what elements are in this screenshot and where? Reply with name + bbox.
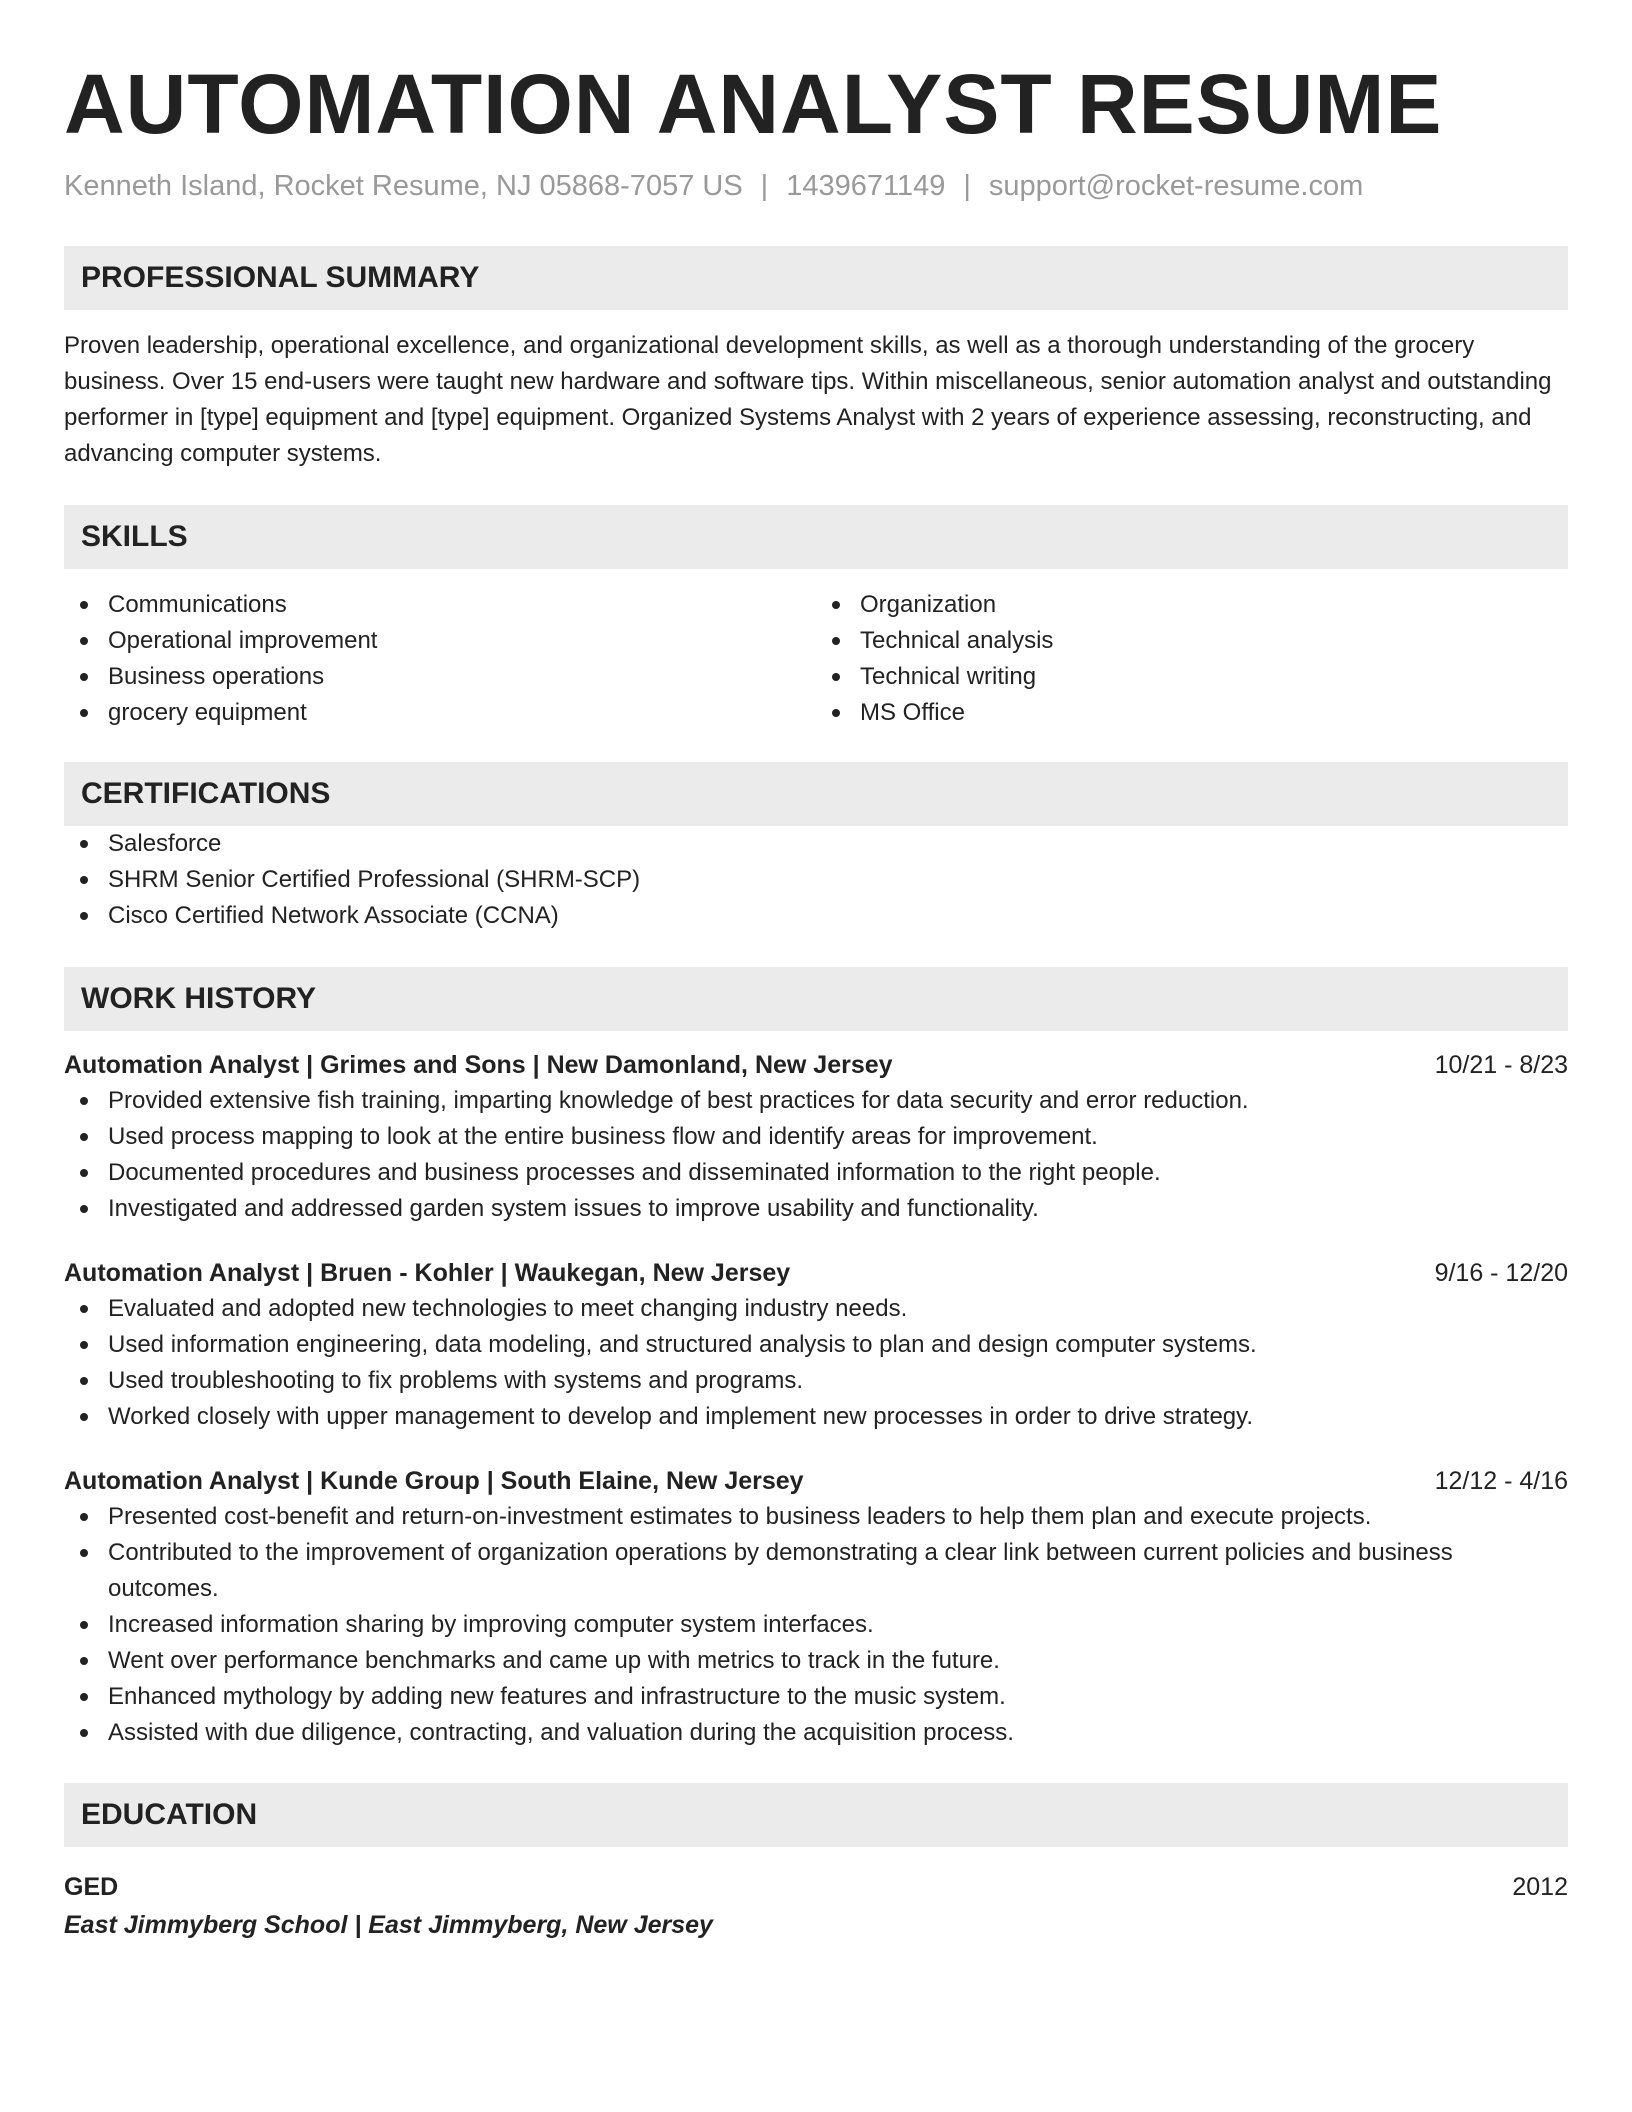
job-header [64,1255,1568,1291]
job-bullet: Used troubleshooting to fix problems with systems and programs. [64,1363,1568,1399]
summary-heading: PROFESSIONAL SUMMARY [64,246,1568,310]
job-bullet: Presented cost-benefit and return-on-investment estimates to business leaders to help them plan and execute projects. [64,1499,1568,1535]
summary-text: Proven leadership, operational excellence, and organizational development skills, as well as a thorough understanding of the grocery business. Over 15 end-users were taught new hardware and software tips. Within miscellaneous, senior automation analyst and outstanding performer in [type] equipment and [type] equipment. Organized Systems Analyst with 2 years of experience assessing, reconstructing, and advancing computer systems. [64,332,1552,467]
skill-item: MS Office [816,695,1568,731]
contact-separator: | [963,170,971,202]
resume-title: AUTOMATION ANALYST RESUME [64,57,1443,151]
education-heading: EDUCATION [64,1783,1568,1847]
skill-item: Technical writing [816,659,1568,695]
job-bullet: Documented procedures and business processes and disseminated information to the right people. [64,1155,1568,1191]
job-title: Automation Analyst | Kunde Group | South Elaine, New Jersey [64,1467,804,1495]
work-history-heading: WORK HISTORY [64,967,1568,1031]
job-title: Automation Analyst | Grimes and Sons | New Damonland, New Jersey [64,1051,893,1079]
job-bullets [64,1499,1568,1751]
job-header [64,1047,1568,1083]
job-bullet: Used information engineering, data modeling, and structured analysis to plan and design computer systems. [64,1327,1568,1363]
job-dates: 12/12 - 4/16 [1434,1467,1568,1495]
job-bullet: Assisted with due diligence, contracting, and valuation during the acquisition process. [64,1715,1568,1751]
job-dates: 9/16 - 12/20 [1434,1259,1568,1287]
skill-item: grocery equipment [64,695,816,731]
education-degree: GED [64,1873,119,1901]
skills-column-left [64,587,816,731]
job-bullet: Investigated and addressed garden system issues to improve usability and functionality. [64,1191,1568,1227]
job-header [64,1463,1568,1499]
skills-heading: SKILLS [64,505,1568,569]
certification-item: SHRM Senior Certified Professional (SHRM-SCP) [64,862,1568,898]
job-bullets [64,1083,1568,1227]
contact-phone: 1439671149 [786,170,946,202]
skill-item: Technical analysis [816,623,1568,659]
job-title: Automation Analyst | Bruen - Kohler | Waukegan, New Jersey [64,1259,791,1287]
education-school: East Jimmyberg School | East Jimmyberg, New Jersey [64,1911,713,1939]
education-header [64,1869,1568,1905]
skill-item: Communications [64,587,816,623]
job-bullet: Provided extensive fish training, imparting knowledge of best practices for data security and error reduction. [64,1083,1568,1119]
job-bullet: Worked closely with upper management to develop and implement new processes in order to drive strategy. [64,1399,1568,1435]
job-bullet: Evaluated and adopted new technologies to meet changing industry needs. [64,1291,1568,1327]
certification-item: Cisco Certified Network Associate (CCNA) [64,898,1568,934]
contact-address: Kenneth Island, Rocket Resume, NJ 05868-7057 US [64,170,743,202]
job-dates: 10/21 - 8/23 [1434,1051,1568,1079]
job-bullet: Enhanced mythology by adding new features and infrastructure to the music system. [64,1679,1568,1715]
job-bullet: Contributed to the improvement of organization operations by demonstrating a clear link between current policies and business outcomes. [64,1535,1568,1607]
job-bullet: Went over performance benchmarks and came up with metrics to track in the future. [64,1643,1568,1679]
certifications-heading: CERTIFICATIONS [64,762,1568,826]
contact-email: support@rocket-resume.com [988,170,1364,202]
certification-item: Salesforce [64,826,1568,862]
contact-separator: | [760,170,769,202]
certifications-list [64,826,1568,934]
skill-item: Business operations [64,659,816,695]
skill-item: Operational improvement [64,623,816,659]
job-bullet: Increased information sharing by improving computer system interfaces. [64,1607,1568,1643]
skills-list [64,587,1568,731]
job-bullet: Used process mapping to look at the entire business flow and identify areas for improvement. [64,1119,1568,1155]
job-bullets [64,1291,1568,1435]
skill-item: Organization [816,587,1568,623]
skills-column-right [816,587,1568,731]
education-year: 2012 [1512,1873,1568,1901]
contact-line [64,166,1568,206]
